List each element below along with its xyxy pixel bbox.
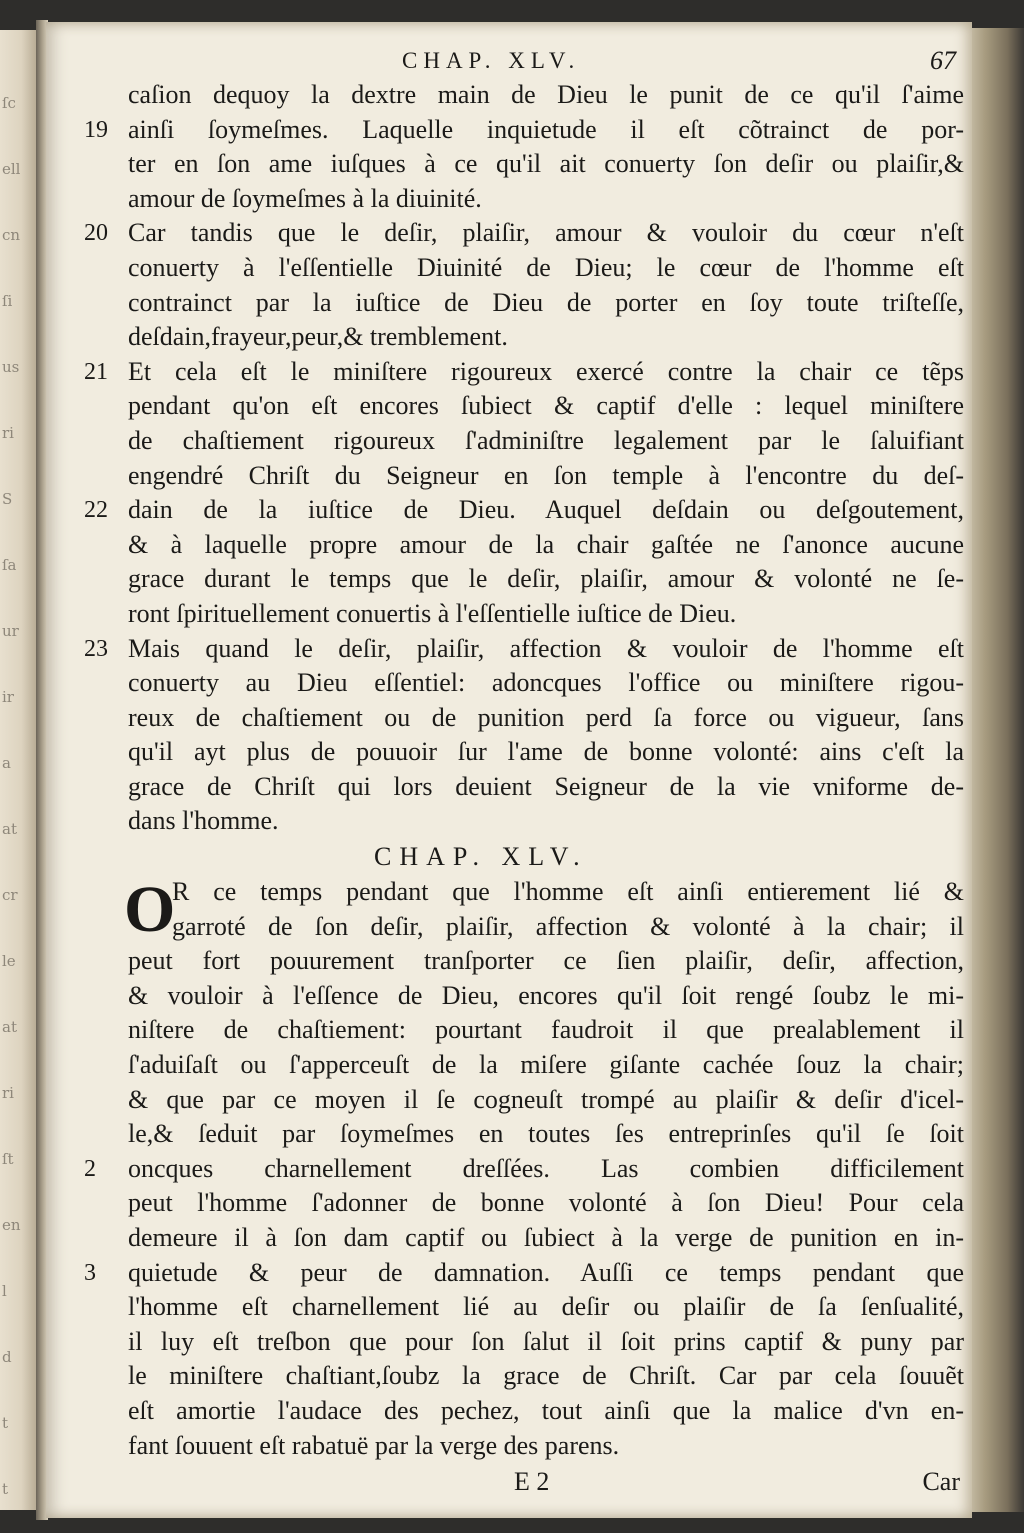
text-line	[84, 286, 964, 321]
chapter-heading: CHAP. XLV.	[374, 842, 588, 872]
line-text: amour de ſoymeſmes à la diuinité.	[128, 183, 482, 213]
text-line	[84, 701, 964, 736]
line-text: de chaſtiement rigoureux ſ'adminiſtre legalement par le ſaluifiant	[128, 425, 964, 455]
verse-number: 22	[84, 497, 108, 524]
text-line	[84, 1186, 964, 1221]
text-line	[84, 1256, 964, 1291]
page-number: 67	[930, 46, 956, 75]
text-line	[84, 493, 964, 528]
line-text: caſion dequoy la dextre main de Dieu le punit de ce qu'il ſ'aime	[128, 80, 964, 109]
line-text: demeure il à ſon dam captif ou ſubiect à la verge de punition en in-	[128, 1223, 964, 1252]
line-text: ront ſpirituellement conuertis à l'eſſentielle iuſtice de Dieu.	[128, 598, 737, 628]
page-footer	[84, 1467, 964, 1505]
text-line	[84, 1394, 964, 1429]
text-line	[84, 424, 964, 459]
text-line	[84, 875, 964, 910]
verse-number: 3	[84, 1259, 96, 1286]
running-head	[84, 48, 964, 78]
line-text: garroté de ſon deſir, plaiſir, affection & volonté à la chair; il	[172, 911, 964, 941]
line-text: engendré Chriſt du Seigneur en ſon temple à l'encontre du deſ-	[128, 460, 964, 490]
line-text: ſ'aduiſaſt ou ſ'apperceuſt de la miſere giſante cachée ſouz la chair;	[128, 1050, 964, 1080]
text-line	[84, 320, 964, 355]
text-line	[84, 216, 964, 251]
page	[46, 22, 972, 1518]
line-text: quietude & peur de damnation. Auſſi ce temps pendant que	[128, 1257, 964, 1287]
line-text: conuerty au Dieu eſſentiel: adoncques l'office ou miniſtere rigou-	[128, 668, 964, 698]
verse-number: 23	[84, 635, 108, 662]
verse-number: 21	[84, 358, 108, 385]
text-line	[84, 1083, 964, 1118]
text-line	[84, 78, 964, 113]
text-line	[84, 1429, 964, 1464]
chapter-44-text	[84, 78, 964, 839]
text-line	[84, 735, 964, 770]
text-line	[84, 1290, 964, 1325]
text-line	[84, 1359, 964, 1394]
text-line	[84, 770, 964, 805]
text-line	[84, 632, 964, 667]
text-line	[84, 251, 964, 286]
verse-number: 20	[84, 220, 108, 247]
line-text: Mais quand le deſir, plaiſir, affection & vouloir de l'homme eſt	[128, 633, 964, 663]
line-text: niſtere de chaſtiement: pourtant faudroit il que prealablement il	[128, 1015, 964, 1045]
fore-edge	[968, 28, 1024, 1512]
line-text: grace durant le temps que le deſir, plaiſir, amour & volonté ne ſe-	[128, 564, 964, 594]
line-text: R ce temps pendant que l'homme eſt ainſi entierement lié &	[172, 877, 964, 907]
line-text: oncques charnellement dreſſées. Las combien difficilement	[128, 1153, 964, 1183]
text-line	[84, 1013, 964, 1048]
line-text: le,& ſeduit par ſoymeſmes en toutes ſes entreprinſes qu'il ſe ſoit	[128, 1119, 964, 1149]
verse-number: 19	[84, 116, 108, 143]
text-line	[84, 804, 964, 839]
text-line	[84, 1117, 964, 1152]
chapter-45-text	[84, 944, 964, 1463]
line-text: il luy eſt treſbon que pour ſon ſalut il ſoit prins captif & puny par	[128, 1326, 964, 1356]
line-text: pendant qu'on eſt encores ſubiect & captif d'elle : lequel miniſtere	[128, 391, 964, 421]
line-text: l'homme eſt charnellement lié au deſir ou plaiſir de ſa ſenſualité,	[128, 1292, 964, 1322]
line-text: & à laquelle propre amour de la chair gaſtée ne ſ'anonce aucune	[128, 529, 964, 559]
text-line	[84, 666, 964, 701]
line-text: peut l'homme ſ'adonner de bonne volonté à ſon Dieu! Pour cela	[128, 1188, 964, 1218]
line-text: peut fort pouurement tranſporter ce ſien plaiſir, deſir, affection,	[128, 946, 964, 976]
text-line	[84, 1048, 964, 1083]
line-text: & vouloir à l'eſſence de Dieu, encores qu'il ſoit rengé ſoubz le mi-	[128, 980, 964, 1010]
text-line	[84, 147, 964, 182]
text-line	[84, 1221, 964, 1256]
chapter-45-opening	[84, 873, 964, 947]
line-text: contrainct par la iuſtice de Dieu de porter en ſoy toute triſteſſe,	[128, 287, 964, 317]
line-text: deſdain,frayeur,peur,& tremblement.	[128, 322, 508, 352]
facing-page-margin: ſc ell cn ſi us ri S ſa ur ir a at cr le at ri ſt en l d t t	[2, 94, 21, 1498]
text-block	[84, 48, 964, 1505]
line-text: ainſi ſoymeſmes. Laquelle inquietude il eſt cõtrainct de por-	[128, 114, 964, 144]
line-text: conuerty à l'eſſentielle Diuinité de Dieu; le cœur de l'homme eſt	[128, 252, 964, 282]
line-text: ter en ſon ame iuſques à ce qu'il ait conuerty ſon deſir ou plaiſir,&	[128, 149, 964, 179]
line-text: Et cela eſt le miniſtere rigoureux exercé contre la chair ce tẽps	[128, 356, 964, 386]
line-text: le miniſtere chaſtiant,ſoubz la grace de Chriſt. Car par cela ſouuẽt	[128, 1361, 964, 1391]
catchword: Car	[922, 1467, 960, 1497]
line-text: fant ſouuent eſt rabatuë par la verge des parens.	[128, 1430, 620, 1460]
text-line	[84, 459, 964, 494]
text-line	[84, 528, 964, 563]
line-text: eſt amortie l'audace des pechez, tout ainſi que la malice d'vn en-	[128, 1395, 964, 1425]
text-line	[84, 597, 964, 632]
line-text: grace de Chriſt qui lors deuient Seigneur de la vie vniforme de-	[128, 771, 964, 801]
running-head-title: CHAP. XLV.	[402, 48, 581, 73]
drop-cap: O	[124, 873, 176, 947]
facing-page-edge	[0, 30, 36, 1510]
text-line	[84, 979, 964, 1014]
verse-number: 2	[84, 1155, 96, 1182]
line-text: dans l'homme.	[128, 806, 279, 836]
text-line	[84, 1325, 964, 1360]
line-text: & que par ce moyen il ſe cogneuſt trompé au plaiſir & deſir d'icel-	[128, 1084, 964, 1114]
text-line	[84, 944, 964, 979]
line-text: qu'il ayt plus de pouuoir ſur l'ame de bonne volonté: ains c'eſt la	[128, 737, 964, 767]
text-line	[84, 355, 964, 390]
text-line	[84, 182, 964, 217]
text-line	[84, 910, 964, 945]
text-line	[84, 562, 964, 597]
line-text: reux de chaſtiement ou de punition perd ſa force ou vigueur, ſans	[128, 702, 964, 732]
line-text: dain de la iuſtice de Dieu. Auquel deſdain ou deſgoutement,	[128, 495, 964, 525]
text-line	[84, 113, 964, 148]
signature-mark: E 2	[514, 1467, 550, 1497]
line-text: Car tandis que le deſir, plaiſir, amour & vouloir du cœur n'eſt	[128, 218, 964, 248]
text-line	[84, 1152, 964, 1187]
text-line	[84, 389, 964, 424]
